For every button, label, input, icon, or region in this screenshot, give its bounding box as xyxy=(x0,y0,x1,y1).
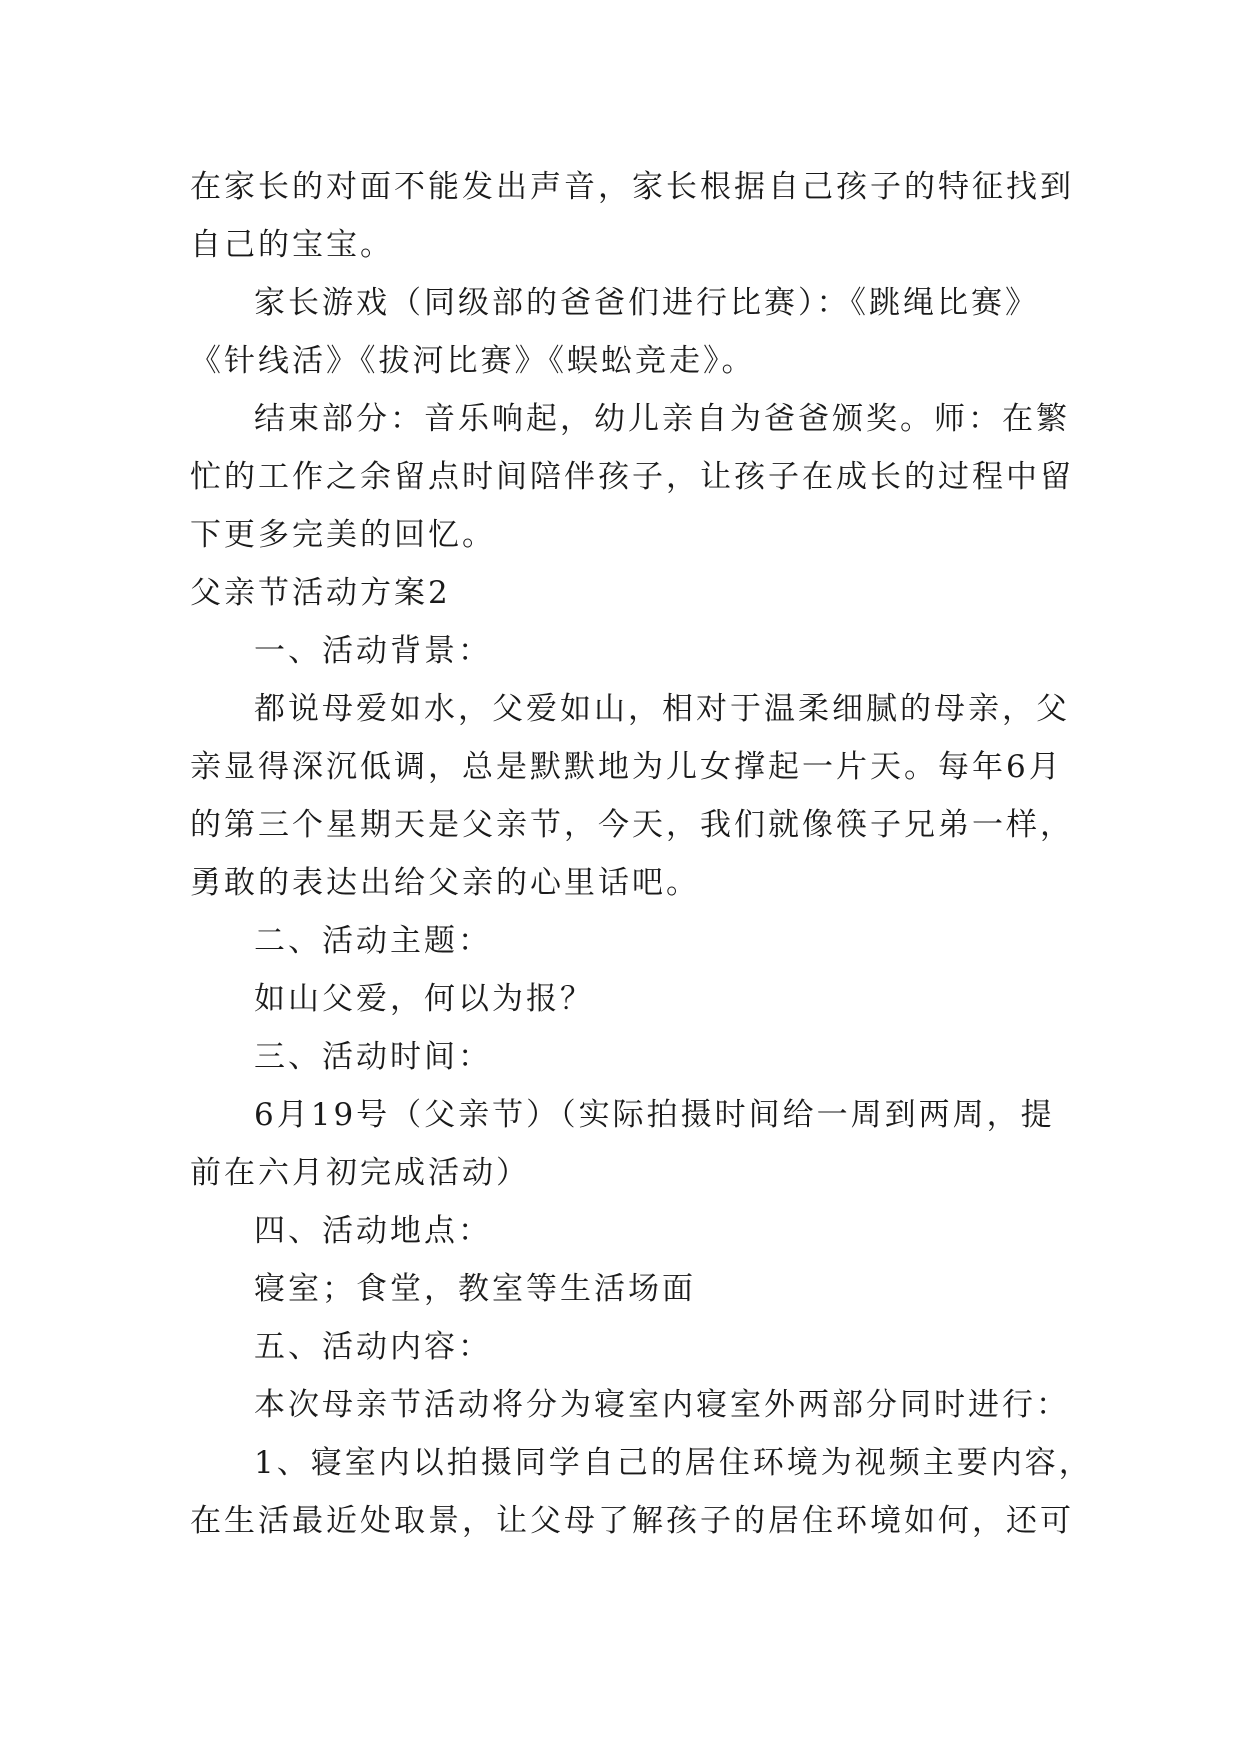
paragraph-line: 在家长的对面不能发出声音，家长根据自己孩子的特征找到 xyxy=(190,169,1074,205)
paragraph-line: 在生活最近处取景，让父母了解孩子的居住环境如何，还可 xyxy=(190,1503,1074,1539)
paragraph-line: 忙的工作之余留点时间陪伴孩子，让孩子在成长的过程中留 xyxy=(190,459,1074,495)
paragraph-line: 结束部分：音乐响起，幼儿亲自为爸爸颁奖。师：在繁 xyxy=(254,401,1070,437)
paragraph-line: 《针线活》《拔河比赛》《蜈蚣竞走》。 xyxy=(190,343,756,379)
heading-line: 五、活动内容： xyxy=(254,1329,492,1365)
heading-line: 二、活动主题： xyxy=(254,923,492,959)
section-title: 父亲节活动方案2 xyxy=(190,575,451,611)
paragraph-line: 6月19号（父亲节）（实际拍摄时间给一周到两周，提 xyxy=(254,1097,1055,1133)
paragraph-line: 亲显得深沉低调，总是默默地为儿女撑起一片天。每年6月 xyxy=(190,749,1063,785)
heading-line: 三、活动时间： xyxy=(254,1039,492,1075)
paragraph-line: 寝室；食堂，教室等生活场面 xyxy=(254,1271,696,1307)
paragraph-line: 1、寝室内以拍摄同学自己的居住环境为视频主要内容， xyxy=(254,1445,1093,1481)
paragraph-line: 自己的宝宝。 xyxy=(190,227,394,263)
paragraph-line: 本次母亲节活动将分为寝室内寝室外两部分同时进行： xyxy=(254,1387,1070,1423)
heading-line: 一、活动背景： xyxy=(254,633,492,669)
paragraph-line: 如山父爱，何以为报？ xyxy=(254,981,594,1017)
paragraph-line: 前在六月初完成活动） xyxy=(190,1155,530,1191)
paragraph-line: 下更多完美的回忆。 xyxy=(190,517,496,553)
heading-line: 四、活动地点： xyxy=(254,1213,492,1249)
document-page xyxy=(190,158,1093,1550)
paragraph-line: 都说母爱如水，父爱如山，相对于温柔细腻的母亲，父 xyxy=(254,691,1070,727)
paragraph-line: 勇敢的表达出给父亲的心里话吧。 xyxy=(190,865,700,901)
paragraph-line: 家长游戏（同级部的爸爸们进行比赛）：《跳绳比赛》 xyxy=(254,285,1039,321)
paragraph-line: 的第三个星期天是父亲节，今天，我们就像筷子兄弟一样， xyxy=(190,807,1074,843)
